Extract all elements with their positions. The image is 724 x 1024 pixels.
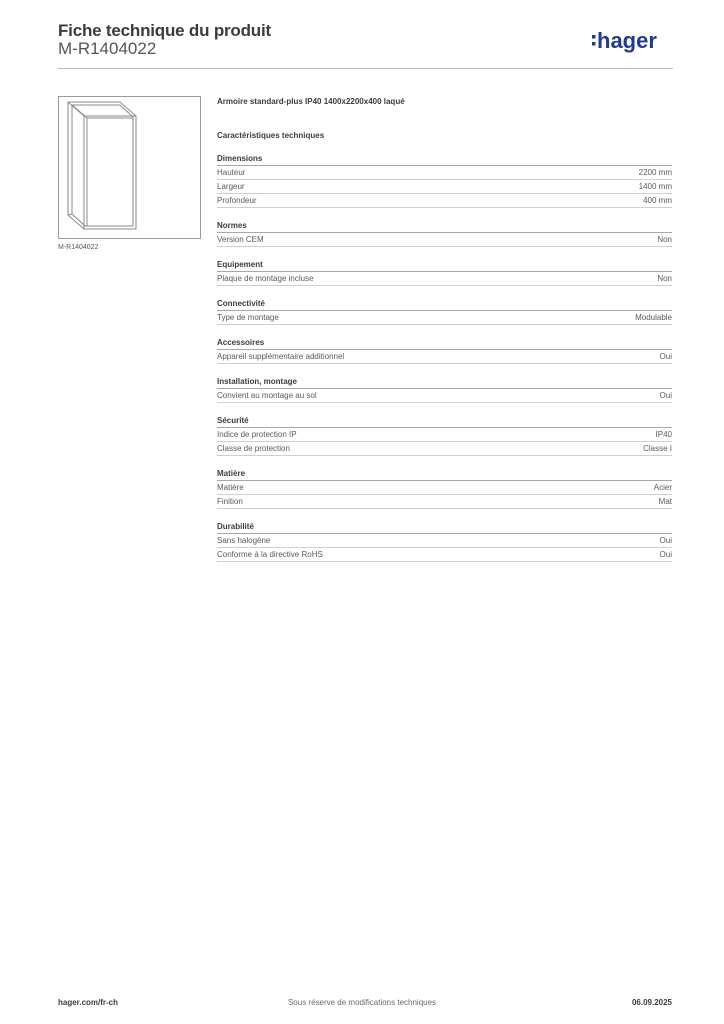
spec-label: Convient au montage au sol xyxy=(217,391,317,400)
brand-wordmark: hager xyxy=(597,28,657,53)
spec-row xyxy=(217,481,672,495)
footer-date: 06.09.2025 xyxy=(631,998,672,1007)
spec-label: Matière xyxy=(217,483,244,492)
section-dimensions xyxy=(217,153,672,208)
spec-value: 1400 mm xyxy=(638,182,672,191)
spec-row xyxy=(217,272,672,286)
spec-value: Oui xyxy=(659,352,672,361)
spec-value: Classe I xyxy=(643,444,672,453)
section-equipement xyxy=(217,259,672,286)
spec-label: Version CEM xyxy=(217,235,264,244)
spec-label: Indice de protection IP xyxy=(217,430,297,439)
spec-label: Type de montage xyxy=(217,313,279,322)
spec-row xyxy=(217,350,672,364)
product-reference: M-R1404022 xyxy=(58,39,157,58)
spec-label: Hauteur xyxy=(217,168,246,177)
spec-row xyxy=(217,534,672,548)
spec-row xyxy=(217,194,672,208)
spec-value: IP40 xyxy=(655,430,672,439)
spec-row xyxy=(217,548,672,562)
spec-label: Appareil supplémentaire additionnel xyxy=(217,352,345,361)
spec-row xyxy=(217,180,672,194)
section-accessoires xyxy=(217,337,672,364)
spec-value: Oui xyxy=(659,391,672,400)
spec-label: Plaque de montage incluse xyxy=(217,274,314,283)
section-title: Accessoires xyxy=(217,337,672,350)
spec-label: Conforme à la directive RoHS xyxy=(217,550,323,559)
spec-value: Mat xyxy=(658,497,672,506)
section-title: Normes xyxy=(217,220,672,233)
spec-row xyxy=(217,495,672,509)
product-name: Armoire standard-plus IP40 1400x2200x400 laqué xyxy=(217,97,405,106)
section-title: Connectivité xyxy=(217,298,672,311)
footer-notice: Sous réserve de modifications techniques xyxy=(287,998,437,1007)
spec-row xyxy=(217,311,672,325)
cabinet-frame-icon xyxy=(59,97,200,238)
spec-value: 400 mm xyxy=(643,196,672,205)
spec-label: Largeur xyxy=(217,182,245,191)
section-title: Installation, montage xyxy=(217,376,672,389)
section-title: Matière xyxy=(217,468,672,481)
section-durabilite xyxy=(217,521,672,562)
spec-label: Finition xyxy=(217,497,243,506)
spec-value: Acier xyxy=(653,483,672,492)
spec-value: Oui xyxy=(659,550,672,559)
header-divider xyxy=(58,68,673,69)
section-title: Equipement xyxy=(217,259,672,272)
spec-label: Classe de protection xyxy=(217,444,290,453)
section-connectivite xyxy=(217,298,672,325)
section-securite xyxy=(217,415,672,456)
section-title: Dimensions xyxy=(217,153,672,166)
hager-logo xyxy=(592,27,674,57)
spec-value: Non xyxy=(657,274,672,283)
spec-row xyxy=(217,389,672,403)
footer-website-link[interactable]: hager.com/fr-ch xyxy=(58,998,119,1007)
spec-value: Modulable xyxy=(635,313,672,322)
page-title: Fiche technique du produit xyxy=(58,21,271,40)
spec-label: Sans halogène xyxy=(217,536,271,545)
section-installation xyxy=(217,376,672,403)
section-matiere xyxy=(217,468,672,509)
spec-row xyxy=(217,233,672,247)
spec-row xyxy=(217,428,672,442)
spec-content xyxy=(217,96,672,574)
spec-value: Oui xyxy=(659,536,672,545)
spec-label: Profondeur xyxy=(217,196,257,205)
spec-row xyxy=(217,442,672,456)
section-title: Sécurité xyxy=(217,415,672,428)
spec-value: Non xyxy=(657,235,672,244)
section-title: Durabilité xyxy=(217,521,672,534)
section-normes xyxy=(217,220,672,247)
spec-value: 2200 mm xyxy=(638,168,672,177)
product-image xyxy=(58,96,201,239)
tech-heading: Caractéristiques techniques xyxy=(217,131,325,140)
spec-row xyxy=(217,166,672,180)
image-caption: M-R1404022 xyxy=(58,244,99,251)
